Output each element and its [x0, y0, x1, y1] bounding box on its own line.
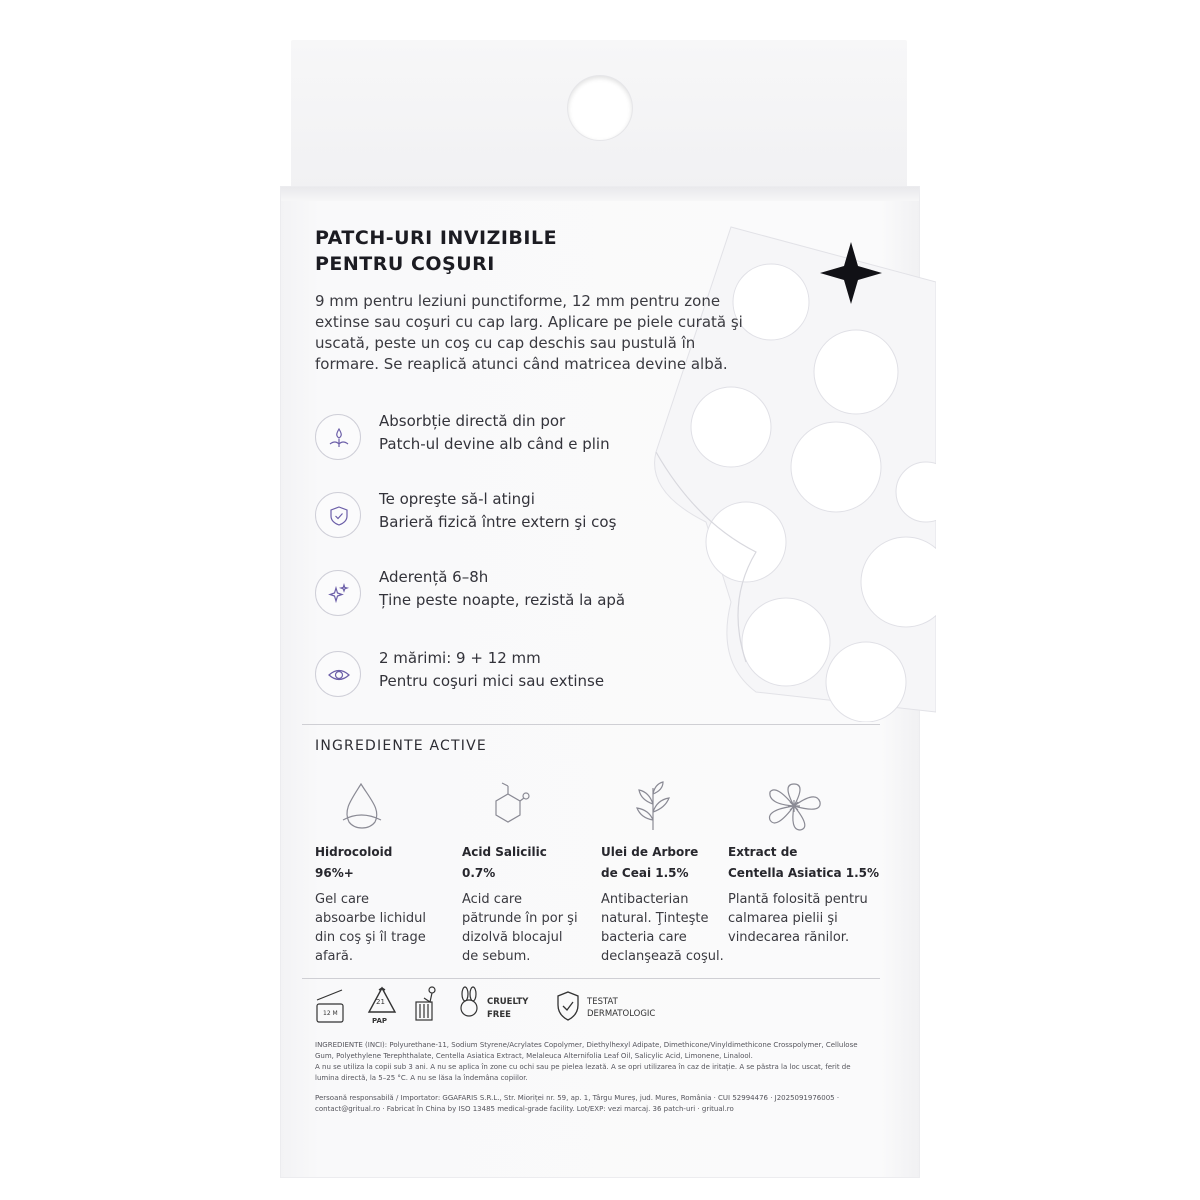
sparkles-icon: [315, 570, 361, 616]
feature-absorption: [315, 414, 735, 464]
hang-hole: [568, 76, 632, 140]
product-description: 9 mm pentru leziuni punctiforme, 12 mm pentru zone extinse sau coşuri cu cap larg. Aplicare pe piele curată şi uscată, peste un coş cu cap deschis sau pustulă în formare. Se reaplică atunci când matricea devine albă.: [315, 292, 743, 373]
inci-text: INGREDIENTE (INCI): Polyurethane-11, Sodium Styrene/Acrylates Copolymer, Diethylhexyl Adipate, Dimethicone/Vinyldimethicone Crosspolymer, Cellulose: [315, 1041, 858, 1049]
warning-text: lumina directă, la 5–25 °C. A nu se lăsa la îndemâna copiilor.: [315, 1074, 528, 1082]
shield-check-icon: [555, 990, 581, 1026]
eye-icon: [315, 651, 361, 697]
warning-text: A nu se utiliza la copii sub 3 ani. A nu se aplica în zone cu ochi sau pe pielea lezată. A se opri utilizarea în caz de iritație. A se păstra la loc uscat, ferit de: [315, 1063, 851, 1071]
water-drop-icon: [335, 780, 387, 832]
feature-title: Te opreşte să-l atingi: [379, 490, 535, 508]
feature-barrier: [315, 492, 735, 542]
ingredients-title: INGREDIENTE ACTIVE: [315, 738, 487, 754]
feature-subtitle: Ține peste noapte, rezistă la apă: [379, 591, 626, 609]
ingredient-name: Ulei de Arbore de Ceai 1.5%: [601, 845, 699, 880]
inci-text: Gum, Polyethylene Terephthalate, Centella Asiatica Extract, Melaleuca Alternifolia Leaf Oil, Salicylic Acid, Limonene, Linalool.: [315, 1052, 753, 1060]
feature-subtitle: Patch-ul devine alb când e plin: [379, 435, 610, 453]
ingredient-text: Plantă folosită pentru calmarea pielii şi vindecarea rănilor.: [728, 892, 868, 945]
droplet-pore-icon: [315, 414, 361, 460]
cruelty-free-label: CRUELTY FREE: [487, 997, 529, 1020]
package-top-edge: [281, 187, 919, 201]
ingredient-name: Hidrocoloid 96%+: [315, 845, 393, 880]
feature-title: Absorbție directă din por: [379, 412, 566, 430]
importer-text: Persoană responsabilă / Importator: GGAFARIS S.R.L., Str. Mioriței nr. 59, ap. 1, Târgu Mureș, jud. Mures, România · CUI 52994476 · J2025091976005 ·: [315, 1094, 840, 1102]
feature-title: 2 mărimi: 9 + 12 mm: [379, 649, 541, 667]
feature-adherence: [315, 570, 735, 620]
trash-bin-icon: [412, 986, 440, 1026]
ingredient-name: Extract de Centella Asiatica 1.5%: [728, 845, 880, 880]
feature-title: Aderență 6–8h: [379, 568, 489, 586]
ingredient-text: Gel care absoarbe lichidul din coş şi îl trage afară.: [315, 892, 426, 964]
product-title: PATCH-URI INVIZIBILE PENTRU COŞURI: [315, 227, 558, 275]
molecule-icon: [486, 780, 538, 832]
feature-subtitle: Pentru coşuri mici sau extinse: [379, 672, 605, 690]
shield-check-icon: [315, 492, 361, 538]
feature-subtitle: Barieră fizică între extern şi coş: [379, 513, 617, 531]
ingredient-text: Antibacterian natural. Ţinteşte bacteria care declanşează coşul.: [601, 892, 724, 964]
bunny-icon: [457, 986, 481, 1024]
ingredient-name: Acid Salicilic 0.7%: [462, 845, 547, 880]
recycle-icon: 21 PAP: [366, 986, 398, 1020]
importer-text: contact@gritual.ro · Fabricat în China by ISO 13485 medical-grade facility. Lot/EXP: vezi marcaj. 36 patch-uri · gritual.ro: [315, 1105, 734, 1113]
leaf-icon: [627, 780, 679, 832]
feature-sizes: [315, 651, 735, 701]
divider: [302, 978, 880, 979]
divider: [302, 724, 880, 725]
ingredient-text: Acid care pătrunde în por şi dizolvă blocajul de sebum.: [462, 892, 578, 964]
flower-icon: [764, 780, 824, 832]
pao-jar-icon: 12 M: [314, 986, 346, 1030]
dermatologically-tested-label: TESTAT DERMATOLOGIC: [587, 997, 656, 1019]
